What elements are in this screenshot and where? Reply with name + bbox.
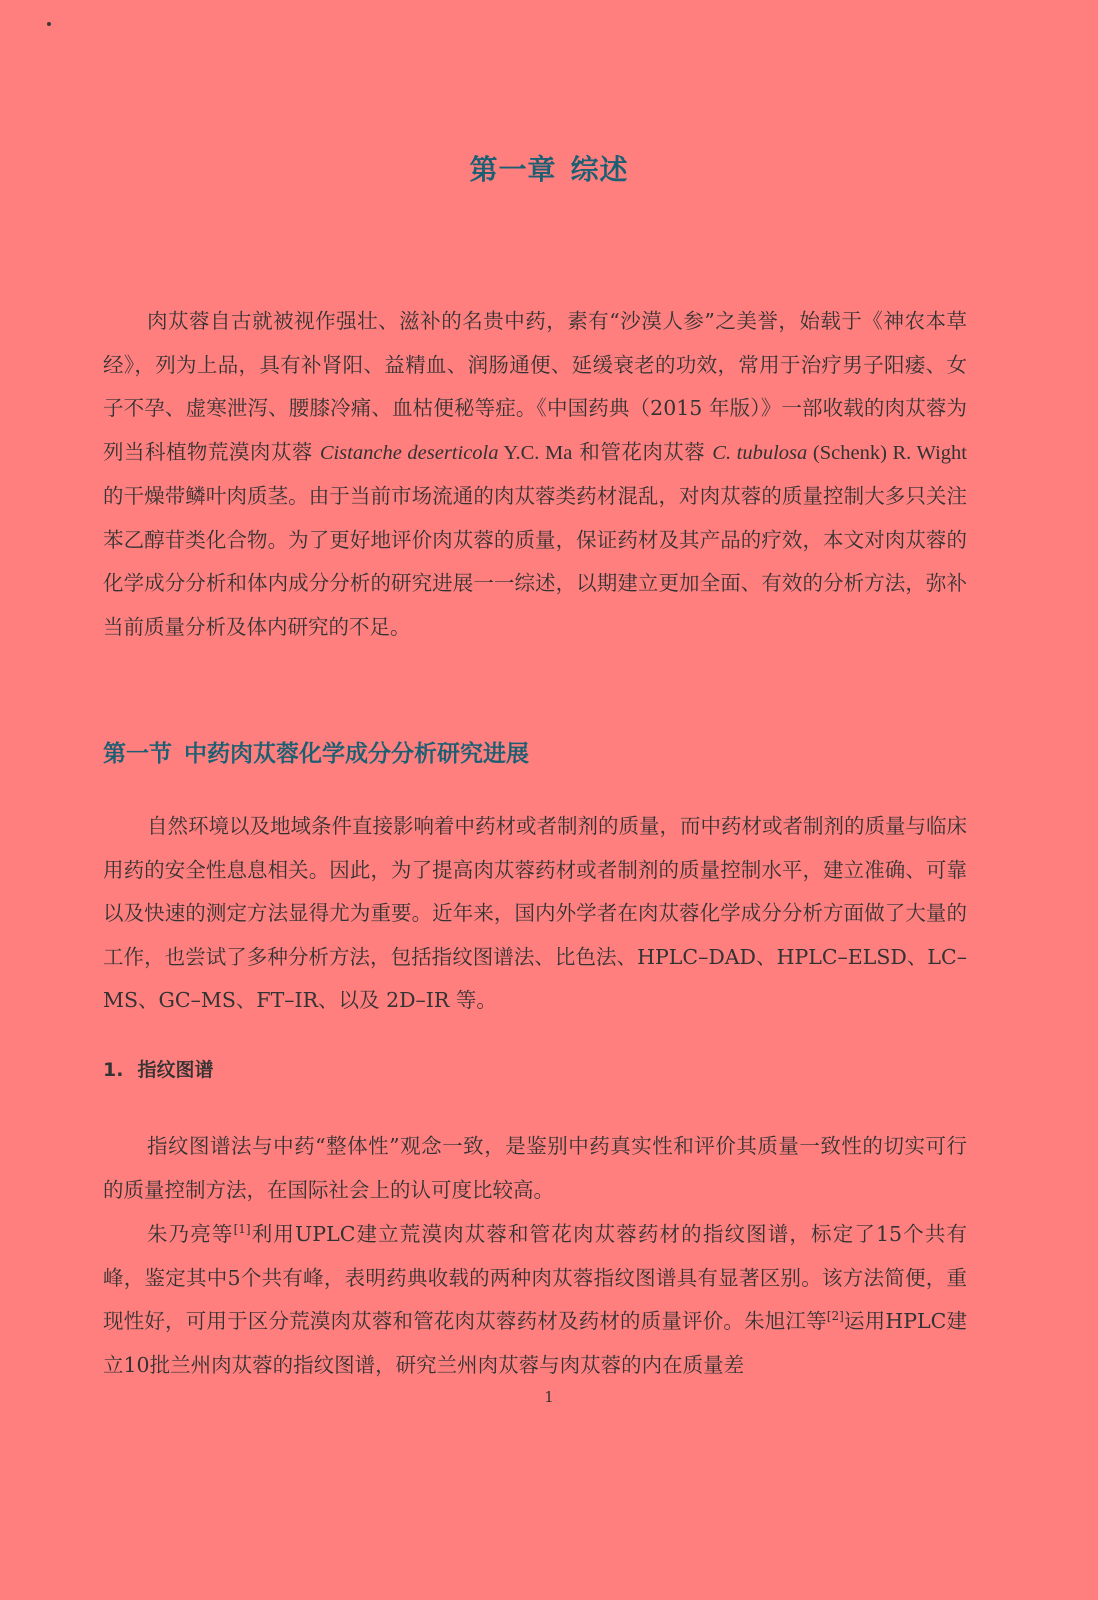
species-latin-1: Cistanche deserticola [319,441,499,464]
intro-paragraph [103,300,967,649]
chapter-number: 第一章 [469,153,557,186]
fingerprint-paragraph-1: 指纹图谱法与中药“整体性”观念一致，是鉴别中药真实性和评价其质量一致性的切实可行的质量控制方法，在国际社会上的认可度比较高。 [103,1134,967,1202]
species-author-1: Y.C. Ma [498,441,573,464]
section-paragraph: 自然环境以及地域条件直接影响着中药材或者制剂的质量，而中药材或者制剂的质量与临床用药的安全性息息相关。因此，为了提高肉苁蓉药材或者制剂的质量控制水平，建立准确、可靠以及快速的测定方法显得尤为重要。近年来，国内外学者在肉苁蓉化学成分分析方面做了大量的工作，也尝试了多种分析方法，包括指纹图谱法、比色法、HPLC–DAD、HPLC–ELSD、LC–MS、GC–MS、FT–IR、以及 2D–IR 等。 [103,814,967,1012]
para2-text-a: 朱乃亮等 [147,1222,234,1246]
section-title [103,735,529,768]
page-number: 1 [544,1388,554,1406]
intro-text-1: 肉苁蓉自古就被视作强壮、滋补的名贵中药，素有“沙漠人参”之美誉，始载于《神农本草经》，列为上品，具有补肾阳、益精血、润肠通便、延缓衰老的功效，常用于治疗男子阳痿、女子不孕、虚寒泄泻、腰膝冷痛、血枯便秘等症。《中国药典（2015 年版）》一部收载的肉苁蓉为列当科植物荒漠肉苁蓉 [103,309,967,464]
citation-ref-2[interactable]: [2] [826,1309,844,1324]
subsection-title [103,1055,213,1082]
chapter-title [0,148,1098,188]
section-name: 中药肉苁蓉化学成分分析研究进展 [184,741,529,767]
intro-text-3: 的干燥带鳞叶肉质茎。由于当前市场流通的肉苁蓉类药材混乱，对肉苁蓉的质量控制大多只关注苯乙醇苷类化合物。为了更好地评价肉苁蓉的质量，保证药材及其产品的疗效，本文对肉苁蓉的化学成分分析和体内成分分析的研究进展一一综述，以期建立更加全面、有效的分析方法，弥补当前质量分析及体内研究的不足。 [103,484,967,639]
subsection-number: 1. [103,1059,124,1081]
chapter-name: 综述 [570,153,629,186]
para2-text-c: 运用HPLC建立10批兰州肉苁蓉的指纹图谱，研究兰州肉苁蓉与肉苁蓉的内在质量差 [103,1309,967,1377]
species-latin-2: C. tubulosa [712,441,808,464]
citation-ref-1[interactable]: [1] [233,1222,251,1237]
species-author-2: (Schenk) R. Wight [807,441,967,464]
fingerprint-paragraph-2 [103,1213,967,1387]
section-number: 第一节 [103,741,172,767]
para2-text-b: 利用UPLC建立荒漠肉苁蓉和管花肉苁蓉药材的指纹图谱，标定了15个共有峰，鉴定其中5个共有峰，表明药典收载的两种肉苁蓉指纹图谱具有显著区别。该方法简便，重现性好，可用于区分荒漠肉苁蓉和管花肉苁蓉药材及药材的质量评价。朱旭江等 [103,1222,968,1333]
scan-dot [47,22,51,26]
subsection-name: 指纹图谱 [137,1059,214,1081]
intro-text-2: 和管花肉苁蓉 [572,439,713,464]
